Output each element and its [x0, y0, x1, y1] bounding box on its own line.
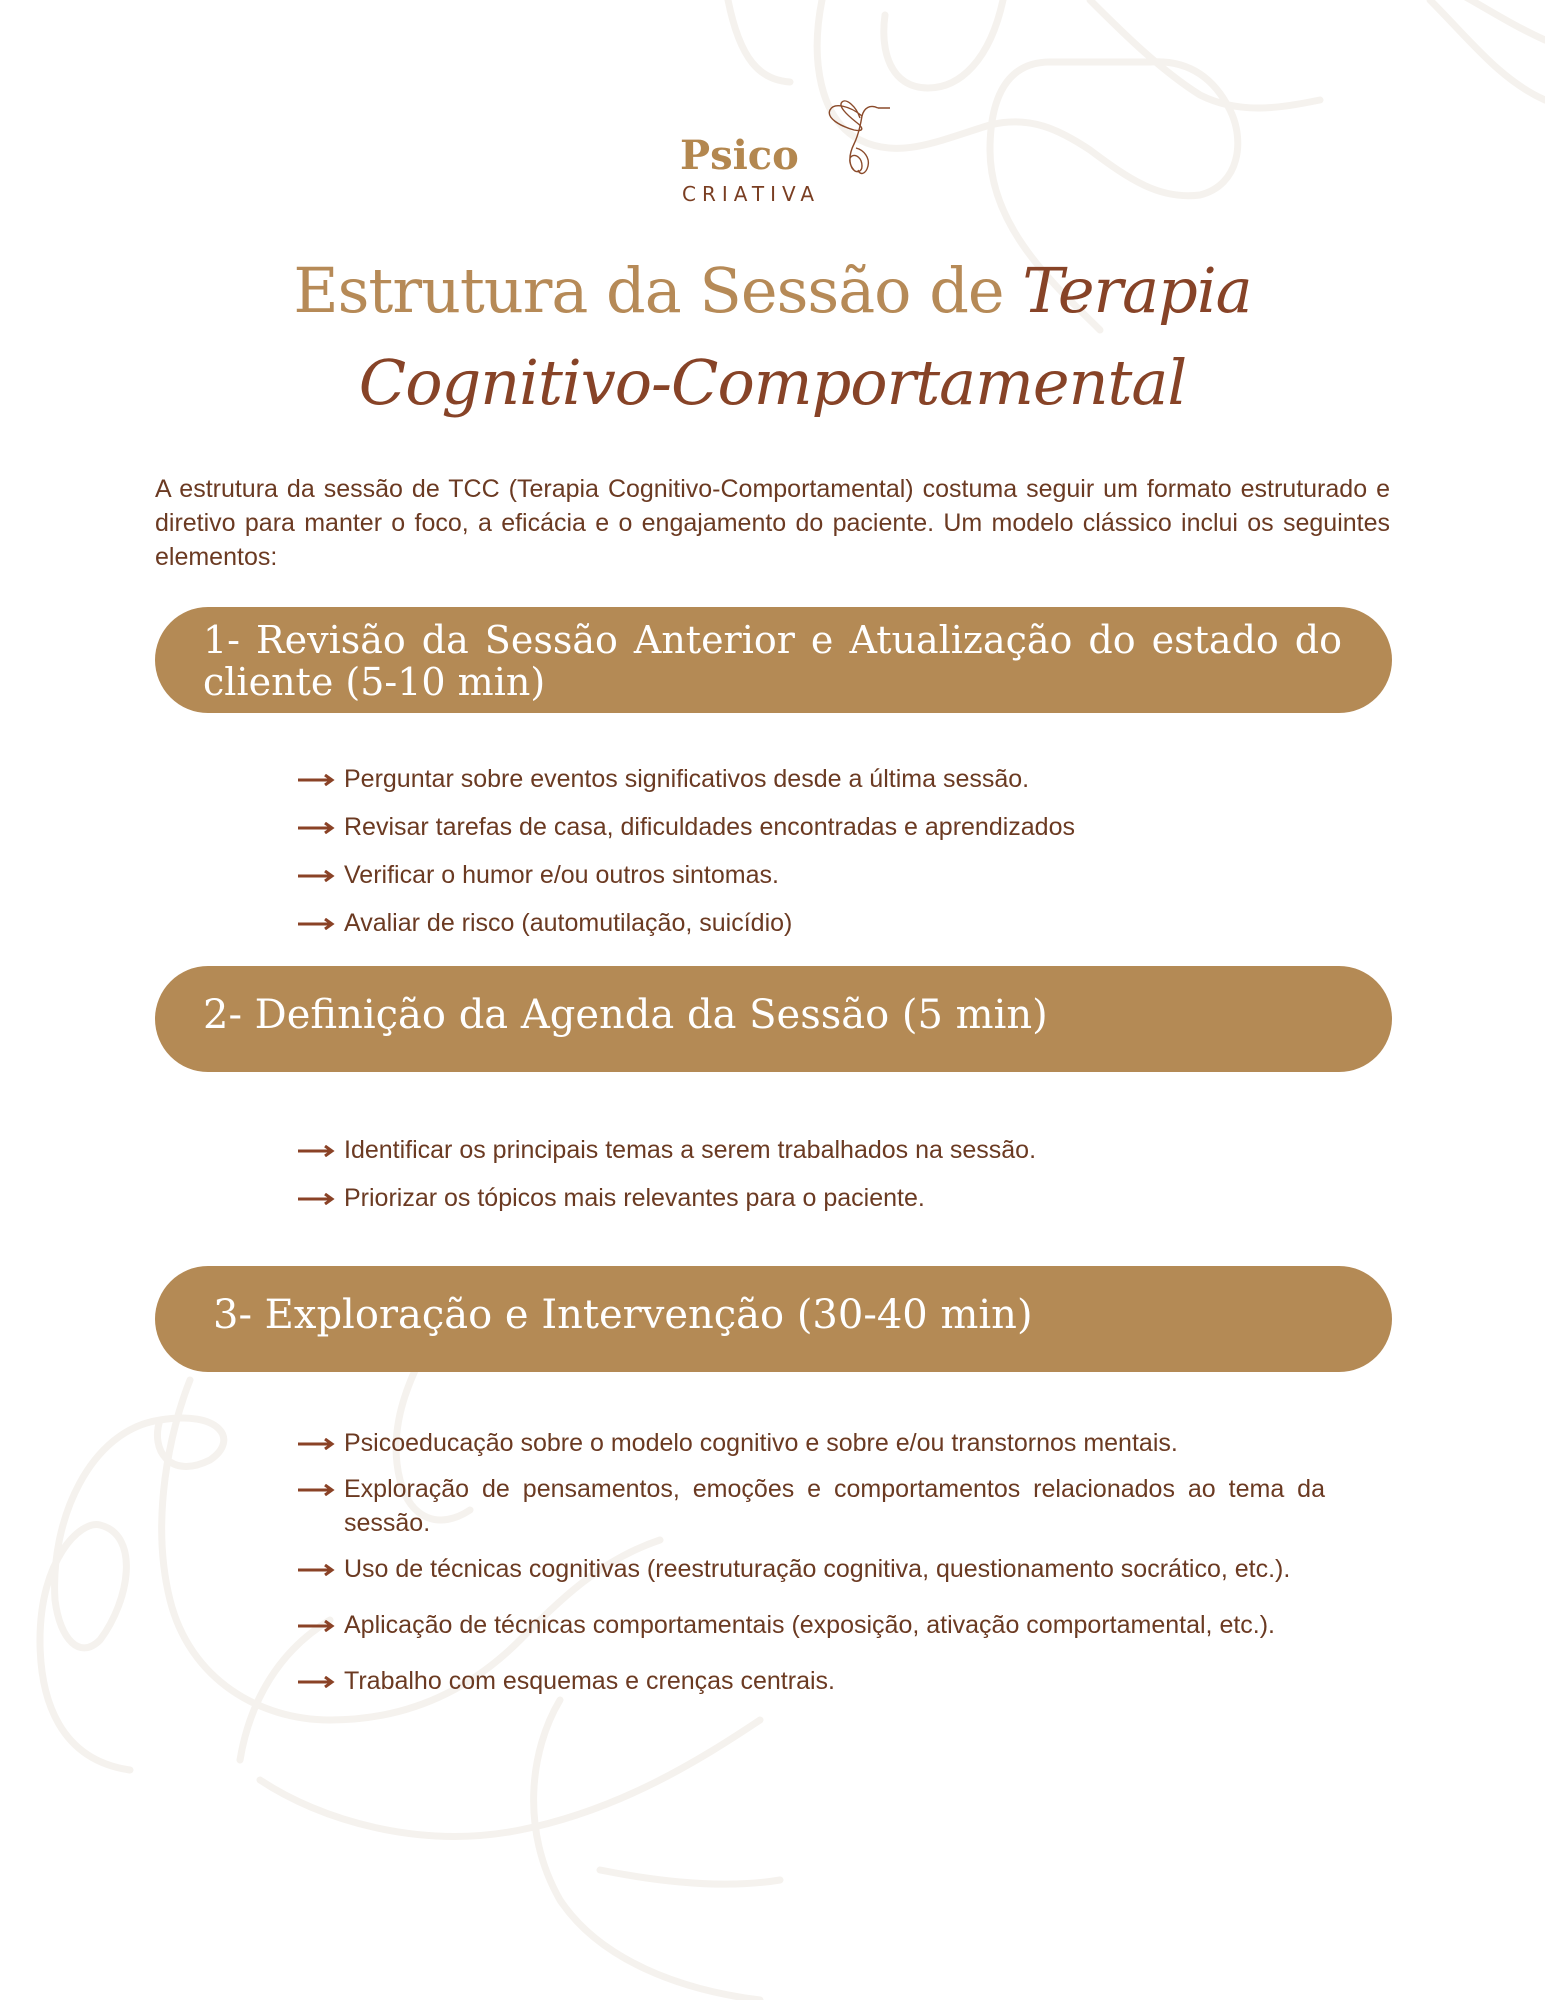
- hummingbird-icon: [820, 100, 890, 180]
- list-item-text: Verificar o humor e/ou outros sintomas.: [344, 861, 779, 889]
- arrow-right-icon: [298, 870, 336, 882]
- list-item: [298, 762, 1325, 796]
- list-item-text: Exploração de pensamentos, emoções e comportamentos relacionados ao tema da sessão.: [344, 1475, 1325, 1537]
- list-item-text: Aplicação de técnicas comportamentais (exposição, ativação comportamental, etc.).: [344, 1611, 1276, 1639]
- list-item: [298, 1472, 1325, 1540]
- arrow-right-icon: [298, 1564, 336, 1576]
- section-3-heading: 3- Exploração e Intervenção (30-40 min): [155, 1266, 1392, 1372]
- list-item-text: Uso de técnicas cognitivas (reestruturação cognitiva, questionamento socrático, etc.).: [344, 1555, 1291, 1583]
- brand-logo: [680, 100, 880, 210]
- page-title: [0, 245, 1545, 429]
- list-item: [298, 1133, 1325, 1167]
- intro-paragraph: A estrutura da sessão de TCC (Terapia Cognitivo-Comportamental) costuma seguir um formato estruturado e diretivo para manter o foco, a eficácia e o engajamento do paciente. Um modelo clássico inclui os seguintes elementos:: [155, 475, 1390, 571]
- title-accent-cognitivo: Cognitivo-Comportamental: [358, 346, 1187, 419]
- list-item: [298, 858, 1325, 892]
- list-item: [298, 1664, 1325, 1698]
- arrow-right-icon: [298, 1676, 336, 1688]
- list-item: [298, 1552, 1325, 1586]
- section-1-list: [298, 762, 1325, 954]
- list-item-text: Revisar tarefas de casa, dificuldades encontradas e aprendizados: [344, 813, 1075, 841]
- list-item-text: Avaliar de risco (automutilação, suicídio): [344, 909, 793, 937]
- list-item: [298, 906, 1325, 940]
- arrow-right-icon: [298, 918, 336, 930]
- arrow-right-icon: [298, 822, 336, 834]
- list-item-text: Priorizar os tópicos mais relevantes para o paciente.: [344, 1184, 925, 1212]
- list-item-text: Identificar os principais temas a serem trabalhados na sessão.: [344, 1136, 1037, 1164]
- arrow-right-icon: [298, 1145, 336, 1157]
- list-item: [298, 1426, 1325, 1460]
- list-item-text: Perguntar sobre eventos significativos desde a última sessão.: [344, 765, 1030, 793]
- list-item: [298, 1181, 1325, 1215]
- logo-wordmark-psico: Psico: [680, 132, 799, 179]
- list-item-text: Psicoeducação sobre o modelo cognitivo e sobre e/ou transtornos mentais.: [344, 1429, 1178, 1457]
- arrow-right-icon: [298, 774, 336, 786]
- logo-wordmark-criativa: CRIATIVA: [682, 182, 821, 206]
- arrow-right-icon: [298, 1193, 336, 1205]
- list-item: [298, 810, 1325, 844]
- section-1-heading: 1- Revisão da Sessão Anterior e Atualização do estado do cliente (5-10 min): [155, 607, 1392, 713]
- section-2-list: [298, 1133, 1325, 1229]
- title-plain: Estrutura da Sessão de: [293, 254, 1023, 327]
- list-item: [298, 1608, 1325, 1642]
- title-accent-terapia: Terapia: [1022, 254, 1252, 327]
- arrow-right-icon: [298, 1438, 336, 1450]
- section-2-heading: 2- Definição da Agenda da Sessão (5 min): [155, 966, 1392, 1072]
- arrow-right-icon: [298, 1484, 336, 1496]
- list-item-text: Trabalho com esquemas e crenças centrais.: [344, 1667, 835, 1695]
- arrow-right-icon: [298, 1620, 336, 1632]
- section-3-list: [298, 1426, 1325, 1710]
